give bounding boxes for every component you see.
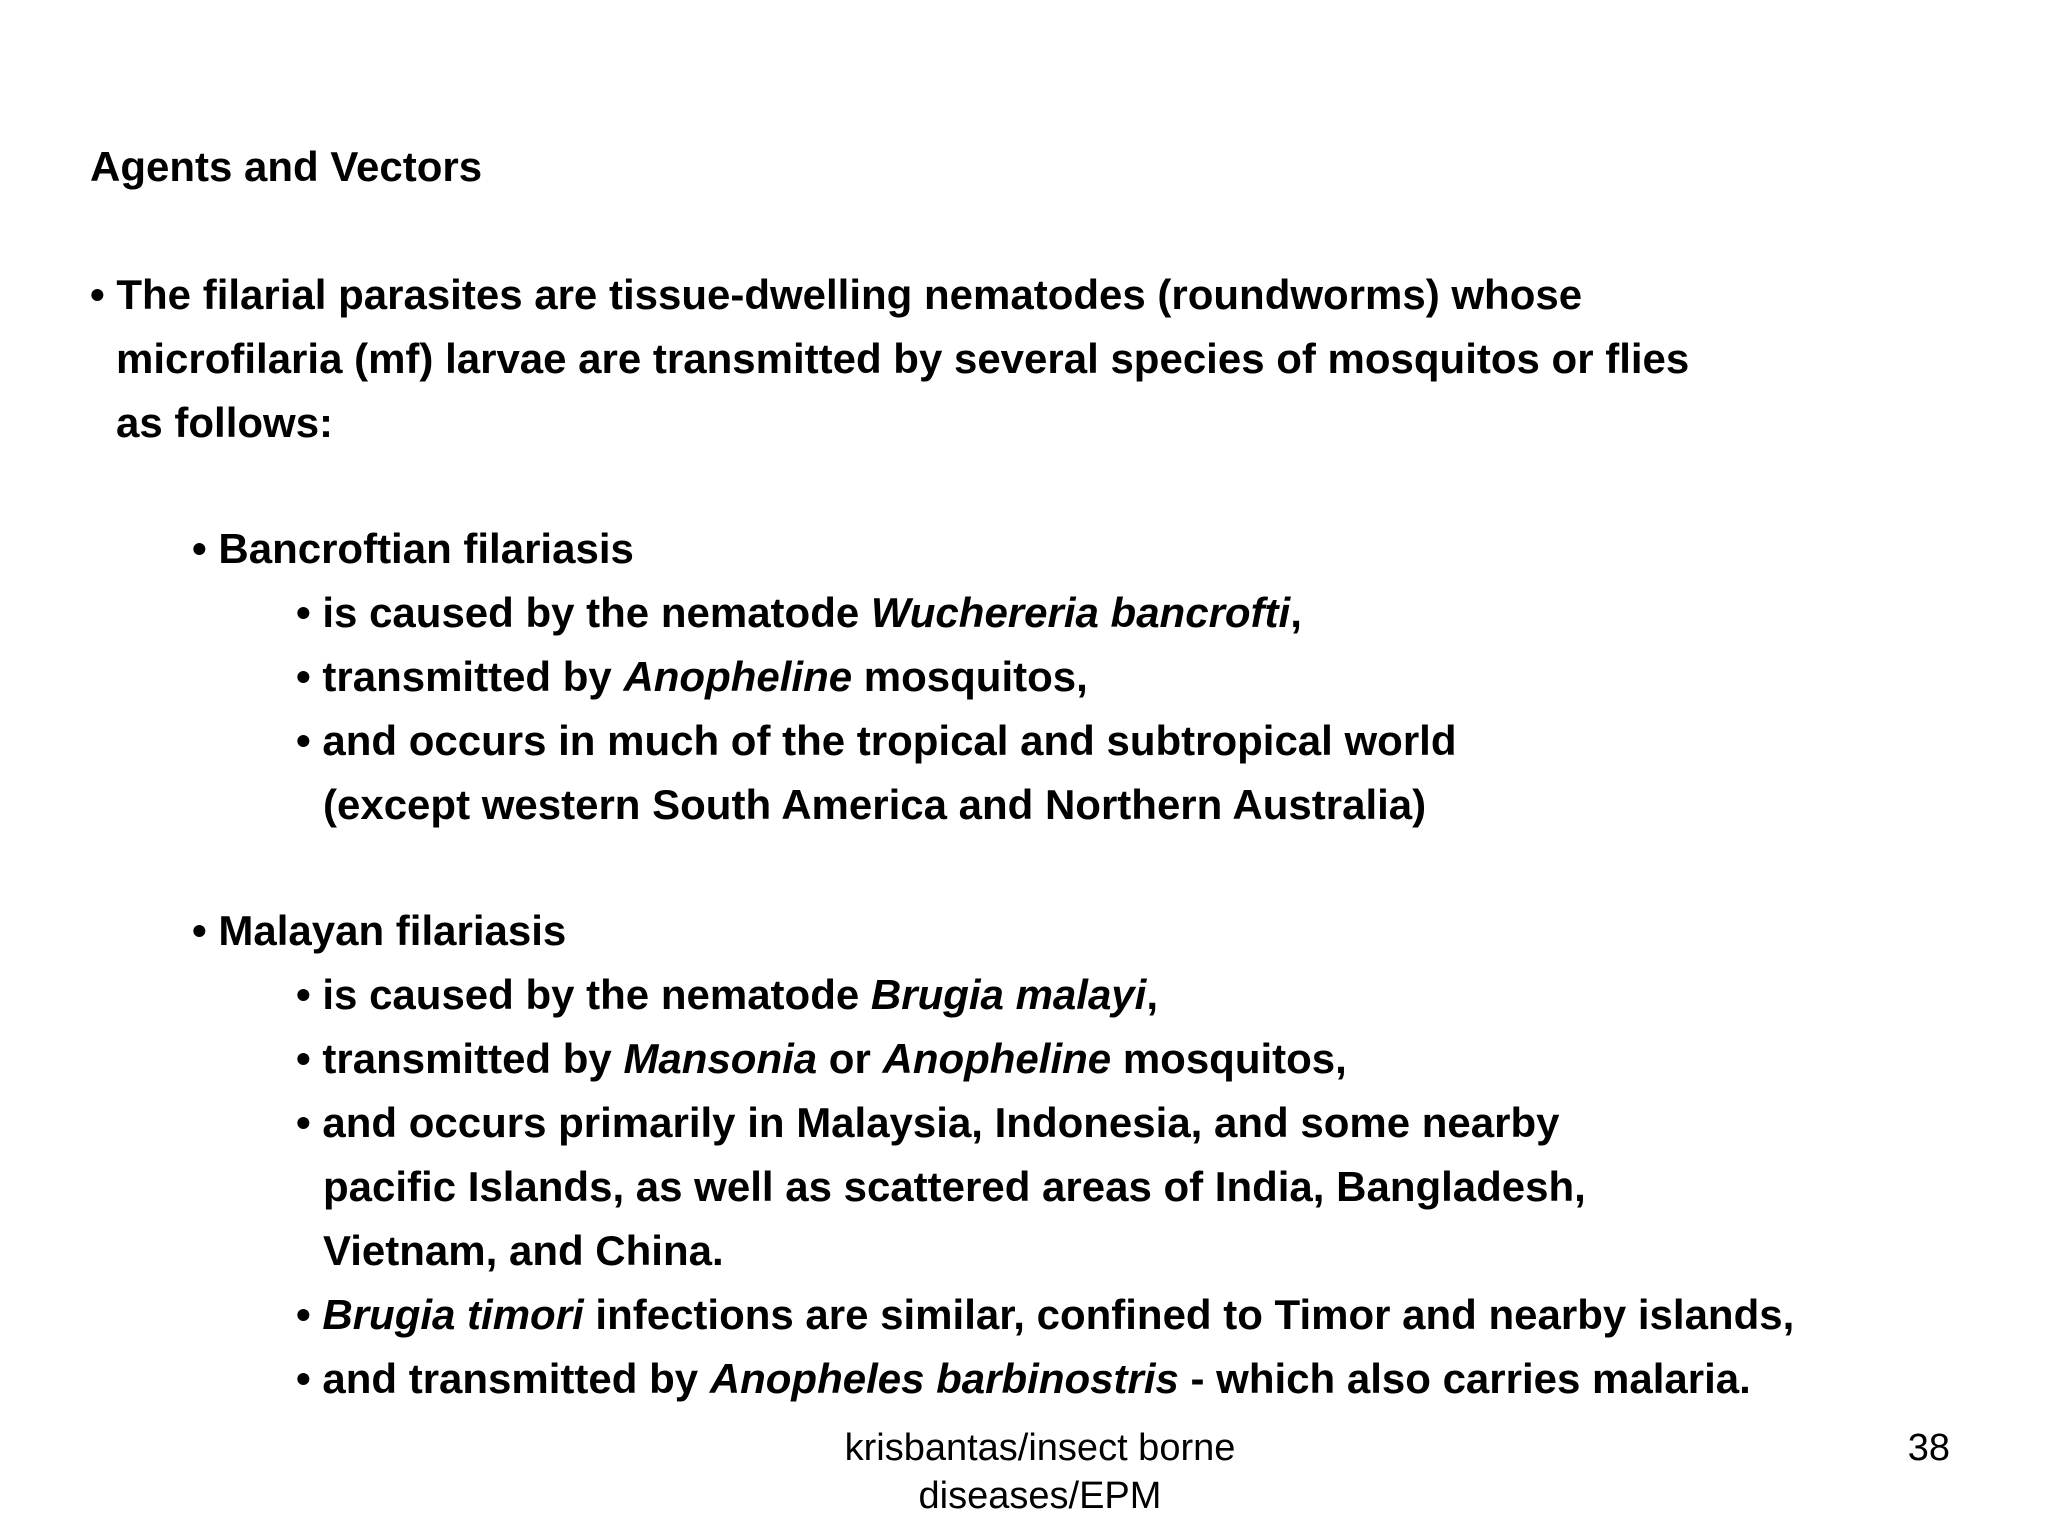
bancroftian-vector-suffix: mosquitos, bbox=[852, 653, 1088, 700]
malayan-trans-suffix: - which also carries malaria. bbox=[1178, 1355, 1751, 1402]
malayan-trans-prefix: and transmitted by bbox=[322, 1355, 710, 1402]
malayan-cause-species: Brugia malayi bbox=[870, 971, 1147, 1018]
bullet: • bbox=[192, 525, 219, 572]
bancroftian-heading bbox=[192, 524, 634, 574]
intro-text-line1: The filarial parasites are tissue-dwelling nematodes (roundworms) whose bbox=[116, 271, 1583, 318]
bullet: • bbox=[90, 271, 117, 318]
malayan-cause bbox=[296, 970, 1158, 1020]
footer-line1: krisbantas/insect borne bbox=[844, 1427, 1236, 1469]
slide-title: Agents and Vectors bbox=[90, 143, 483, 190]
bullet: • bbox=[296, 1355, 323, 1402]
malayan-timori-species: Brugia timori bbox=[322, 1291, 584, 1338]
page-number: 38 bbox=[1907, 1427, 1950, 1469]
malayan-vector-prefix: transmitted by bbox=[322, 1035, 624, 1082]
malayan-vector-mid: or bbox=[817, 1035, 883, 1082]
bancroftian-vector-prefix: transmitted by bbox=[322, 653, 624, 700]
malayan-occurs bbox=[296, 1098, 1559, 1148]
bullet: • bbox=[296, 1099, 323, 1146]
bancroftian-vector bbox=[296, 652, 1088, 702]
bancroftian-occurs-line1: and occurs in much of the tropical and subtropical world bbox=[322, 717, 1457, 764]
bancroftian-occurs bbox=[296, 716, 1457, 766]
bancroftian-cause-species: Wuchereria bancrofti bbox=[870, 589, 1291, 636]
malayan-occurs-line1: and occurs primarily in Malaysia, Indonesia, and some nearby bbox=[322, 1099, 1560, 1146]
bullet: • bbox=[296, 717, 323, 764]
bullet: • bbox=[296, 971, 323, 1018]
bullet: • bbox=[296, 1035, 323, 1082]
malayan-vector-species2: Anopheline bbox=[882, 1035, 1112, 1082]
malayan-vector bbox=[296, 1034, 1347, 1084]
bancroftian-vector-species: Anopheline bbox=[623, 653, 853, 700]
slide-footer bbox=[780, 1424, 1300, 1520]
malayan-cause-suffix: , bbox=[1146, 971, 1159, 1018]
bullet: • bbox=[296, 1291, 323, 1338]
malayan-timori bbox=[296, 1290, 1794, 1340]
intro-line3: as follows: bbox=[116, 399, 334, 446]
footer-line2: diseases/EPM bbox=[918, 1475, 1162, 1517]
bullet: • bbox=[296, 653, 323, 700]
malayan-occurs-line3: Vietnam, and China. bbox=[323, 1227, 724, 1274]
bancroftian-occurs-line2: (except western South America and Northern Australia) bbox=[323, 781, 1427, 828]
intro-bullet-line1 bbox=[90, 270, 1582, 320]
bancroftian-cause-suffix: , bbox=[1290, 589, 1302, 636]
bancroftian-heading-text: Bancroftian filariasis bbox=[218, 525, 634, 572]
bancroftian-cause bbox=[296, 588, 1302, 638]
malayan-trans-species: Anopheles barbinostris bbox=[709, 1355, 1179, 1402]
bullet: • bbox=[296, 589, 323, 636]
bullet: • bbox=[192, 907, 219, 954]
malayan-transmission bbox=[296, 1354, 1751, 1404]
malayan-cause-prefix: is caused by the nematode bbox=[322, 971, 871, 1018]
malayan-heading-text: Malayan filariasis bbox=[218, 907, 567, 954]
bancroftian-cause-prefix: is caused by the nematode bbox=[322, 589, 871, 636]
malayan-vector-suffix: mosquitos, bbox=[1111, 1035, 1347, 1082]
malayan-heading bbox=[192, 906, 566, 956]
intro-line2: microfilaria (mf) larvae are transmitted by several species of mosquitos or flies bbox=[116, 335, 1690, 382]
malayan-vector-species1: Mansonia bbox=[623, 1035, 818, 1082]
malayan-timori-suffix: infections are similar, confined to Timor and nearby islands, bbox=[583, 1291, 1795, 1338]
malayan-occurs-line2: pacific Islands, as well as scattered areas of India, Bangladesh, bbox=[323, 1163, 1586, 1210]
